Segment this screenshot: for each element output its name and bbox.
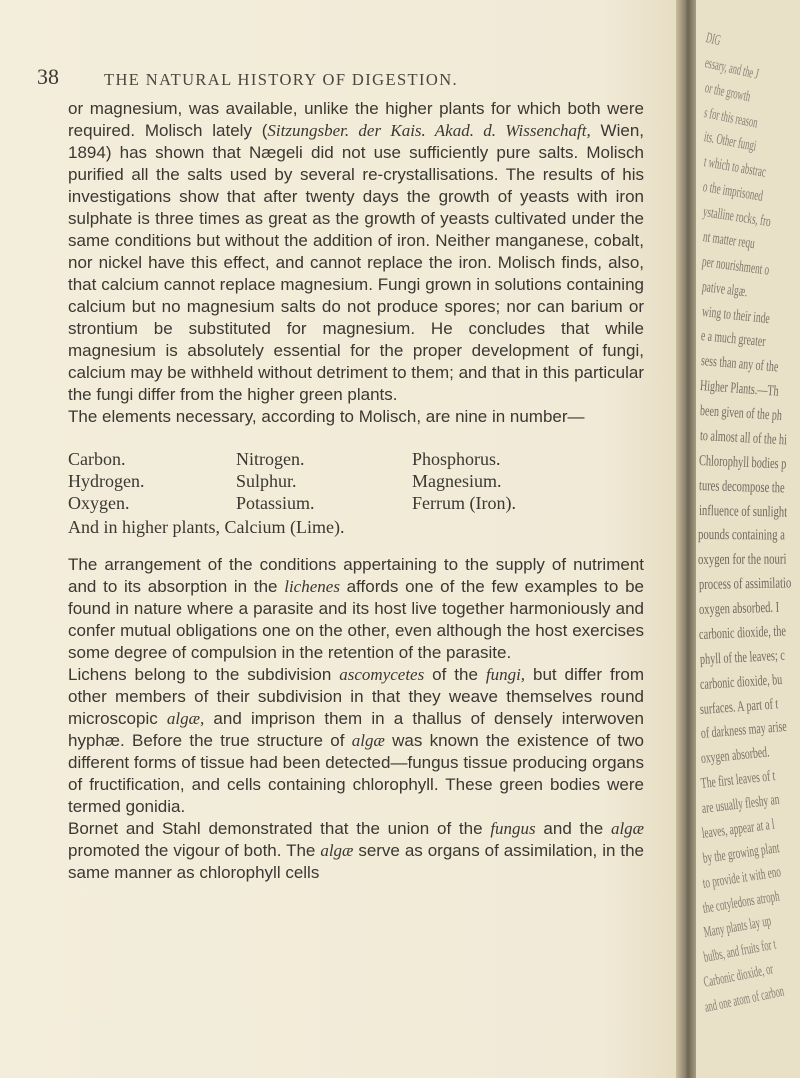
element-item: Sulphur. bbox=[236, 471, 297, 491]
facing-page-line: phyll of the leaves; c bbox=[699, 647, 785, 668]
facing-page-line: been given of the ph bbox=[699, 403, 783, 425]
text-run: Lichens belong to the subdivision bbox=[68, 665, 340, 684]
facing-page-line: pounds containing a bbox=[698, 527, 786, 544]
facing-page-line: Many plants lay up bbox=[702, 913, 773, 942]
paragraph-yeast-minerals bbox=[68, 98, 644, 406]
element-item: Phosphorus. bbox=[412, 449, 501, 469]
paragraph-lichen-structure bbox=[68, 664, 644, 818]
facing-page-line: nt matter requ bbox=[701, 229, 756, 253]
facing-page-line: t which to abstrac bbox=[702, 154, 767, 182]
facing-page-line: sess than any of the bbox=[700, 353, 779, 376]
facing-page-line: influence of sunlight bbox=[698, 502, 787, 521]
book-gutter bbox=[676, 0, 696, 1078]
facing-page-line: its. Other fungi bbox=[702, 129, 758, 156]
facing-page-fragment bbox=[696, 0, 800, 1078]
facing-page-line: of darkness may arise bbox=[700, 719, 788, 743]
paragraph-elements-intro: The elements necessary, according to Molisch, are nine in number— bbox=[68, 407, 585, 426]
text-run: Wien, 1894) has shown that Nægeli did not use sufficiently pure salts. Molisch purified all the salts used by several re-crystallisations. The results of his investigations show that after twenty days the growth of yeasts with iron sulphate is three times as great as the growth of yeasts cultivated under the same conditions but without the addition of iron. Neither manganese, cobalt, nor nickel have this effect, and cannot replace the iron. Molisch finds, also, that calcium cannot replace magnesium. Fungi grown in solutions containing calcium but no magnesium salts do not produce spores; nor can barium or strontium be substituted for magnesium. He concludes that while magnesium is absolutely essential for the proper development of fungi, calcium may be withheld without detriment to them; and that in this particular the fungi differ from the higher green plants. bbox=[68, 121, 644, 404]
text-run: Bornet and Stahl demonstrated that the union of the bbox=[68, 819, 491, 838]
text-run: promoted the vigour of both. The bbox=[68, 841, 321, 860]
italic-term: algæ bbox=[351, 731, 385, 750]
facing-page-line: carbonic dioxide, bu bbox=[699, 671, 783, 693]
elements-list bbox=[68, 448, 644, 514]
facing-page-line: to almost all of the hi bbox=[699, 427, 787, 449]
element-item: Hydrogen. bbox=[68, 471, 145, 491]
paragraph-lichen-arrangement bbox=[68, 554, 644, 664]
text-run: but differ from other members of their subdivision in that they weave themselves round microscopic bbox=[68, 665, 644, 728]
element-item: Ferrum (Iron). bbox=[412, 493, 516, 513]
facing-page-line: by the growing plant bbox=[701, 839, 781, 867]
paragraph-bornet-stahl bbox=[68, 818, 644, 884]
element-item: Magnesium. bbox=[412, 471, 502, 491]
facing-page-line: Carbonic dioxide, or bbox=[702, 961, 776, 991]
facing-page-line: bulbs, and fruits for t bbox=[702, 936, 778, 967]
facing-page-line: tures decompose the bbox=[698, 477, 785, 497]
facing-page-line: oxygen absorbed. I bbox=[698, 599, 780, 619]
facing-page-line: wing to their inde bbox=[700, 303, 771, 327]
running-title: THE NATURAL HISTORY OF DIGESTION. bbox=[104, 70, 459, 89]
facing-page-line: to provide it with eno bbox=[701, 863, 782, 892]
citation-italic: Sitzungsber. der Kais. Akad. d. Wissenchaft, bbox=[267, 121, 591, 140]
facing-page-line: oxygen absorbed. bbox=[700, 744, 771, 768]
italic-term: fungi, bbox=[485, 665, 526, 684]
facing-page-line: s for this reason bbox=[702, 104, 760, 132]
higher-plants-note: And in higher plants, Calcium (Lime). bbox=[68, 517, 345, 537]
facing-page-line: are usually fleshy an bbox=[700, 791, 781, 817]
facing-page-line: e a much greater bbox=[700, 328, 767, 351]
facing-page-line: oxygen for the nouri bbox=[698, 551, 787, 569]
element-item: Nitrogen. bbox=[236, 449, 305, 469]
facing-page-line: DIG bbox=[703, 30, 722, 50]
text-run: and imprison them in a thallus of densely interwoven hyphæ. Before the true structure of bbox=[68, 709, 645, 750]
facing-page-line: ystalline rocks, fro bbox=[701, 204, 772, 231]
italic-term: fungus bbox=[490, 819, 536, 838]
text-run: The arrangement of the conditions appertaining to the supply of nutriment and to its absorption in the bbox=[68, 555, 644, 596]
italic-term: algæ bbox=[610, 819, 644, 838]
italic-term: ascomycetes bbox=[339, 665, 425, 684]
element-item: Carbon. bbox=[68, 449, 126, 469]
element-item: Oxygen. bbox=[68, 493, 130, 513]
italic-term: algæ bbox=[320, 841, 354, 860]
body-text bbox=[68, 98, 644, 884]
text-run: of the bbox=[424, 665, 486, 684]
facing-page-line: surfaces. A part of t bbox=[699, 695, 780, 718]
text-run: serve as organs of assimilation, in the same manner as chlorophyll cells bbox=[68, 841, 644, 882]
italic-term: lichenes bbox=[284, 577, 340, 596]
facing-page-line: per nourishment o bbox=[701, 253, 771, 279]
text-run: was known the existence of two different forms of tissue had been detected—fungus tissue producing organs of fructification, and cells containing chlorophyll. These green bodies were termed gonidia. bbox=[68, 731, 644, 816]
facing-page-line: o the imprisoned bbox=[702, 179, 765, 205]
lichen-section bbox=[68, 554, 644, 884]
element-item: Potassium. bbox=[236, 493, 315, 513]
text-run: or magnesium, was available, unlike the higher plants for which both were required. Molisch lately ( bbox=[68, 99, 644, 140]
page-number: 38 bbox=[37, 64, 59, 89]
facing-page-line: The first leaves of t bbox=[700, 768, 777, 793]
text-run: and the bbox=[535, 819, 611, 838]
facing-page-line: leaves, appear at a l bbox=[701, 816, 776, 842]
facing-page-line: and one atom of carbon bbox=[703, 983, 786, 1016]
facing-page-line: Chlorophyll bodies p bbox=[698, 452, 787, 473]
text-run: affords one of the few examples to be found in nature where a parasite and its host live together harmoniously and confer mutual obligations one on the other, even although the host exercises some degree of compulsion in the retention of the parasite. bbox=[68, 577, 644, 662]
facing-page-line: Higher Plants.—Th bbox=[699, 378, 780, 400]
facing-page-line: the cotyledons atroph bbox=[701, 888, 782, 917]
facing-page-line: carbonic dioxide, the bbox=[698, 623, 787, 643]
facing-page-line: pative algæ. bbox=[700, 278, 749, 301]
facing-page-line: process of assimilatio bbox=[698, 575, 791, 594]
facing-page-line: essary, and the J bbox=[703, 55, 761, 83]
page-header bbox=[0, 64, 682, 94]
facing-page-line: or the growth bbox=[703, 79, 752, 106]
italic-term: algæ, bbox=[166, 709, 205, 728]
